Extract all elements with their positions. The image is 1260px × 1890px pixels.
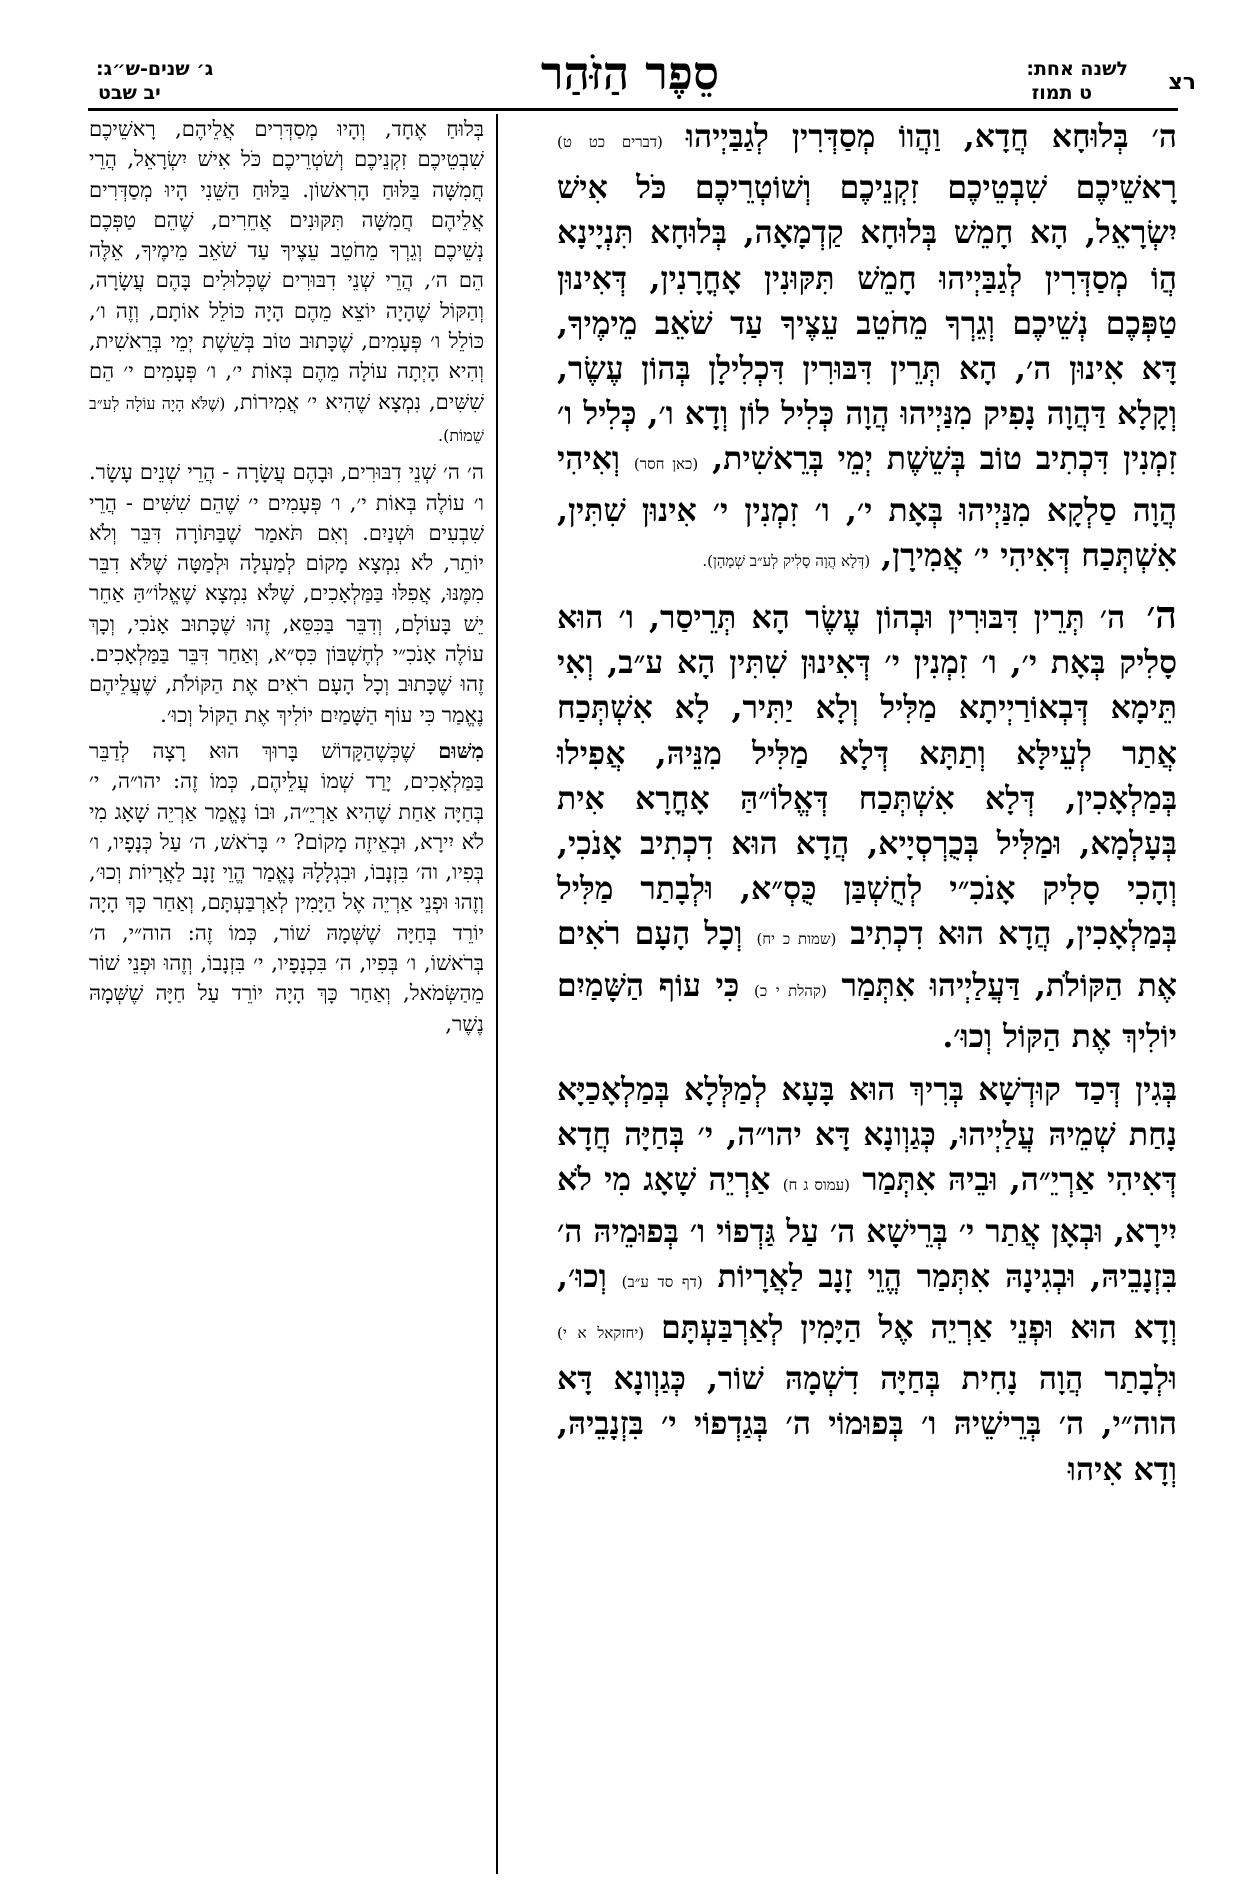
column-divider [496,114,498,1874]
commentary-paragraph-3 [89,736,484,1039]
main-paragraph-1 [557,114,1177,584]
main-text: וְאִיהִי הֲוָה סַלְקָא מִנַּיְיהוּ בְּאָת י׳, ו׳ זִמְנִין י׳ אִינוּן שִׁתִּין, אִשְׁתְּכַח דְּאִיהִי י׳ אֲמִירָן, [557,440,1177,574]
main-text: וּלְבָתַר הֲוָה נָחִית בְּחַיָּה דִשְׁמָהּ שׁוֹר, כְּגַוְונָא דָּא הוה״י, ה׳ בְּרֵישֵׁיהּ ו׳ בְּפוּמוֹי ה׳ בְּגַדְפוֹי י׳ בִּזְנָבֵיהּ, וְדָא אִיהוּ [557,1360,1177,1488]
header-right-top: לשנה אחת: [1026,58,1128,80]
page-title: סֵפֶר הַזֹּהַר [540,46,720,100]
main-text: ה׳ בְּלוּחָא חֲדָא, וַהֲווֹ מְסַדְּרִין לְגַבַּיְיהוּ [685,118,1177,155]
verse-reference: (יחזקאל א י) [557,1324,645,1343]
variant-note: (שֶׁלֹּא הָיָה עוֹלָה לְע״ב שֵׁמוֹת). [89,393,484,445]
variant-note: (דְּלָא הֲוָה סָלִיק לְע״ב שְׁמָהָן). [702,551,871,570]
page-number: רצ [1168,70,1196,95]
main-text: אַרְיֵה שָׁאָג מִי לֹא יִירָא, וּבְאָן אֲתַר י׳ בְּרֵישָׁא ה׳ עַל גַּדְפוֹי ו׳ בְּפוּמֵיהּ ה׳ בִּזְנָבֵיהּ, וּבְגִינָהּ אִתְּמַר הֱוֵי זָנָב לַאֲרָיוֹת [557,1161,1178,1295]
page-reference: (דף סד ע״ב) [621,1272,703,1291]
verse-reference: (קהלת י כ) [754,981,827,1000]
drop-letter: ה׳ [1146,592,1177,638]
verse-reference: (עמוס ג ח) [782,1176,850,1195]
main-paragraph-2 [557,592,1177,1059]
commentary-lead-word: מִשּׁוּם [438,737,484,763]
main-text: וְכוּ׳, וְדָא הוּא וּפְנֵי אַרְיֵה אֶל הַיָּמִין לְאַרְבַּעְתָּם [557,1257,1178,1347]
commentary-text: ה׳ ה׳ שְׁנֵי דִבּוּרִים, וּבָהֶם עֲשָׂרָה - הֲרֵי שְׁנֵים עָשָׂר. ו׳ עוֹלֶה בְּאוֹת י׳, ו׳ פְּעָמִים י׳ שֶׁהֵם שִׁשִּׁים - הֲרֵי שִׁבְעִים וּשְׁנַיִם. וְאִם תֹּאמַר שֶׁבַּתּוֹרָה דִּבֵּר וְלֹא יוֹתֵר, לֹא נִמְצָא מָקוֹם לְמַעְלָה וּלְמַטָּה שֶׁלֹּא דִבֵּר מִמֶּנּוּ, אֲפִלּוּ בַּמַּלְאָכִים, שֶׁלֹּא נִמְצָא שֶׁאֱלוֹ״הַּ אַחֵר יֵשׁ בָּעוֹלָם, וְדִבֵּר בַּכִּסֵּא, זֶהוּ שֶׁכָּתוּב אָנֹכִי, וְכָךְ עוֹלֶה אָנֹכִ״י לְחֶשְׁבּוֹן כִּסְ״א, וְאַחַר דִּבֵּר בַּמַּלְאָכִים. זֶהוּ שֶׁכָּתוּב וְכָל הָעָם רֹאִים אֶת הַקּוֹלֹת, שֶׁעֲלֵיהֶם נֶאֱמַר כִּי עוֹף הַשָּׁמַיִם יוֹלִיךְ אֶת הַקּוֹל וְכוּ׳. [89,460,484,727]
header-left-top: ג׳ שנים-ש״ג: [96,58,214,80]
verse-reference: (שמות כ יח) [756,930,837,949]
commentary-paragraph-2 [89,457,484,730]
verse-reference: (דברים כט ט) [557,133,663,151]
main-text-column [557,114,1177,1492]
main-text: רָאשֵׁיכֶם שִׁבְטֵיכֶם זִקְנֵיכֶם וְשׁוֹטְרֵיכֶם כֹּל אִישׁ יִשְׂרָאֵל, הָא חָמֵשׁ בְּלוּחָא קַדְמָאָה, בְּלוּחָא תִּנְיָינָא הֲוֹ מְסַדְּרִין לְגַבַּיְיהוּ חָמֵשׁ תִּקּוּנִין אָחֳרָנִין, דְּאִינוּן טַפְּכֶם נְשֵׁיכֶם וְגֵרְךָ מֵחֹטֵב עֵצֶיךָ עַד שֹׁאֵב מֵימֶיךָ, דָּא אִינוּן ה׳, הָא תְּרֵין דִּבּוּרִין דִּכְלִילָן בְּהוֹן עֶשֶׂר, וְקָלָא דַּהֲוָה נָפִיק מִנַּיְיהוּ הֲוָה כְּלִיל לוֹן וְדָא ו׳, כְּלִיל ו׳ זִמְנִין דִּכְתִיב טוֹב בְּשֵׁשֶׁת יְמֵי בְּרֵאשִׁית, [557,169,1177,478]
main-text: כִּי עוֹף הַשָּׁמַיִם יוֹלִיךְ אֶת הַקּוֹל וְכוּ׳. [557,966,1177,1055]
main-text: וְכָל הָעָם רֹאִים אֶת הַקּוֹלֹת, דַּעֲלַיְיהוּ אִתְּמַר [557,915,1178,1004]
editor-note: (כאן חסר) [633,455,699,474]
main-paragraph-3 [557,1067,1177,1492]
header-rule [88,108,1178,111]
commentary-paragraph-1 [89,114,484,451]
commentary-text: שֶׁכְּשֶׁהַקָּדוֹשׁ בָּרוּךְ הוּא רָצָה לְדַבֵּר בַּמַּלְאָכִים, יָרַד שְׁמוֹ עֲלֵיהֶם, כְּמוֹ זֶה: יהו״ה, י׳ בְּחַיָּה אַחַת שֶׁהִיא אַרְיֵ״ה, וּבוֹ נֶאֱמַר אַרְיֵה שָׁאָג מִי לֹא יִירָא, וּבְאֵיזֶה מָקוֹם? י׳ בָּרֹאשׁ, ה׳ עַל כְּנָפָיו, ו׳ בְּפִיו, וה׳ בִּזְנָבוֹ, וּבִגְלָלָהּ נֶאֱמַר הֱוֵי זָנָב לַאֲרָיוֹת וְכוּ׳, וְזֶהוּ וּפְנֵי אַרְיֵה אֶל הַיָּמִין לְאַרְבַּעְתָּם, וְאַחַר כָּךְ הָיָה יוֹרֵד בְּחַיָּה שֶׁשְּׁמָהּ שׁוֹר, כְּמוֹ זֶה: הוה״י, ה׳ בְּרֹאשׁוֹ, ו׳ בְּפִיו, ה׳ בִּכְנָפָיו, י׳ בִּזְנָבוֹ, וְזֶהוּ וּפְנֵי שׁוֹר מֵהַשְּׂמֹאל, וְאַחַר כָּךְ הָיָה יוֹרֵד עַל חַיָּה שֶׁשְּׁמָהּ נֶשֶׁר, [89,738,484,1036]
main-text: ה׳ תְּרֵין דִּבּוּרִין וּבְהוֹן עֶשֶׂר הָא תְּרֵיסַר, ו׳ הוּא סָלִיק בְּאָת י׳, ו׳ זִמְנִין י׳ דְּאִינוּן שִׁתִּין הָא ע״ב, וְאִי תֵּימָא דְּבְאוֹרַיְיתָא מַלִּיל וְלָא יַתִּיר, לָא אִשְׁתְּכַח אֲתַר לְעֵילָּא וְתַתָּא דְּלָא מַלִּיל מִנֵּיהּ, אֲפִילוּ בְּמַלְאָכִין, דְּלָא אִשְׁתְּכַח דְּאֱלוֹ״הַּ אָחֳרָא אִית בְּעָלְמָא, וּמַלִּיל בְּכֻרְסְיָיא, הֲדָא הוּא דִכְתִיב אָנֹכִי, וְהָכִי סָלִיק אָנֹכִ״י לְחֻשְׁבַּן כֻּסְ״א, וּלְבָתַר מַלִּיל בְּמַלְאָכִין, הֲדָא הוּא דִכְתִיב [557,599,1178,953]
main-text: בְּגִין דְּכַד קוּדְשָׁא בְּרִיךְ הוּא בָּעָא לְמַלְּלָא בְּמַלְאָכַיָּא נָחַת שְׁמֵיהּ עֲלַיְיהוּ, כְּגַוְונָא דָּא יהו״ה, י׳ בְּחַיָּה חֲדָא דְּאִיהִי אַרְיֵ״ה, וּבֵיהּ אִתְּמַר [557,1071,1178,1199]
header-right-bottom: ט תמוז [1031,82,1092,104]
commentary-column [89,114,484,1039]
commentary-text: בְּלוּחַ אֶחָד, וְהָיוּ מְסַדְּרִים אֲלֵיהֶם, רָאשֵׁיכֶם שִׁבְטֵיכֶם זִקְנֵיכֶם וְשֹׁטְרֵיכֶם כֹּל אִישׁ יִשְׂרָאֵל, הֲרֵי חֲמִשָּׁה בַּלּוּחַ הָרִאשׁוֹן. בַּלּוּחַ הַשֵּׁנִי הָיוּ מְסַדְּרִים אֲלֵיהֶם חֲמִשָּׁה תִּקּוּנִים אֲחֵרִים, שֶׁהֵם טַפְּכֶם נְשֵׁיכֶם וְגֵרְךָ מֵחֹטֵב עֵצֶיךָ עַד שֹׁאֵב מֵימֶיךָ, אֵלֶּה הֵם ה׳, הֲרֵי שְׁנֵי דִבּוּרִים שֶׁכְּלוּלִים בָּהֶם עֲשָׂרָה, וְהַקּוֹל שֶׁהָיָה יוֹצֵא מֵהֶם הָיָה כּוֹלֵל אוֹתָם, וְזֶה ו׳, כּוֹלֵל ו׳ פְּעָמִים, שֶׁכָּתוּב טוֹב בְּשֵׁשֶׁת יְמֵי בְּרֵאשִׁית, וְהִיא הָיְתָה עוֹלָה מֵהֶם בְּאוֹת י׳, ו׳ פְּעָמִים י׳ הֵם שִׁשִּׁים, נִמְצָא שֶׁהִיא י׳ אֲמִירוֹת, [89,117,484,414]
header-left-bottom: יב שבט [98,82,161,104]
